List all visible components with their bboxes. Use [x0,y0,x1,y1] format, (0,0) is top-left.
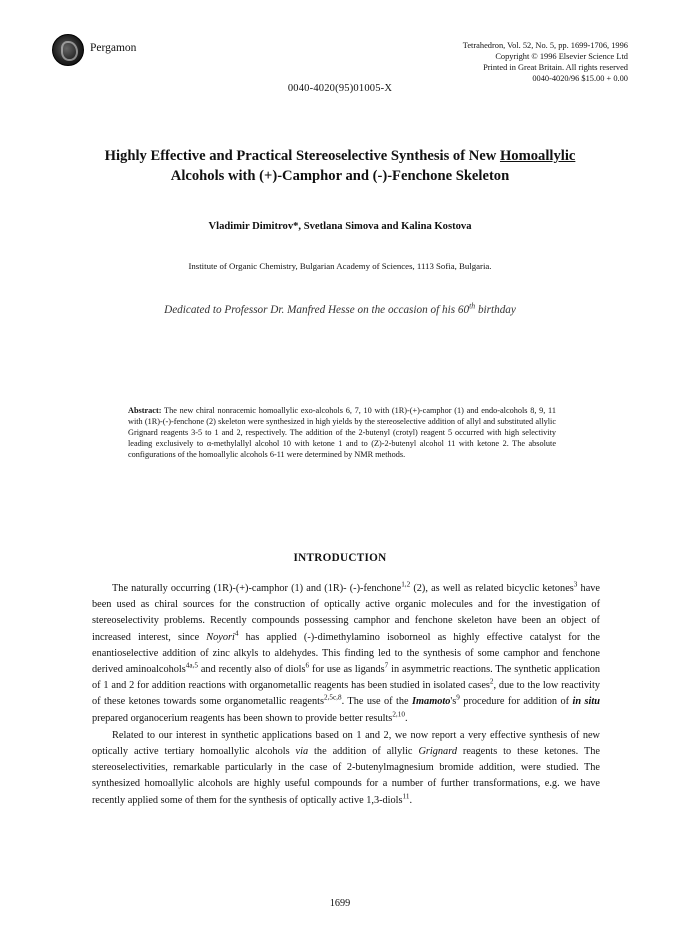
page-number: 1699 [329,898,351,909]
intro-paragraph-1: The naturally occurring (1R)-(+)-camphor (1) and (1R)- (-)-fenchone$^{1,2}$ (2), as well as related bicyclic ketones$^3$ have been used as chiral sources for the construction of optically active organic molecules and for the investigation of stereoselectivity problems. Recently compounds possessing camphor and fenchone skeleton have been an object of increased interest, since Noyori$^4$ has applied (-)-dimethylamino isoborneol as highly effective catalyst for the enantioselective addition of zinc alkyls to aldehydes. This finding led to the synthesis of some camphor and fenchone derived aminoalcohols$^{4a,5}$ and recently also of diols$^6$ for use as ligands$^7$ in asymmetric reactions. The synthetic application of 1 and 2 for addition reactions with organometallic reagents has been studied in isolated cases$^2$, due to the low reactivity of these ketones towards some organometallic reagents$^{2,5c,8}$. The use of the $Imamoto's^9$ procedure for addition of in situ prepared organocerium reagents has been shown to provide better results$^{2,10}$. [92,580,601,724]
publisher-name: Pergamon [90,42,137,54]
price-line: 0040-4020/96 $15.00 + 0.00 [532,74,628,83]
copyright-line: Copyright © 1996 Elsevier Science Ltd [495,52,628,61]
journal-info [463,40,628,84]
abstract [128,405,556,460]
publisher-logo [52,34,84,66]
author-list: Vladimir Dimitrov*, Svetlana Simova and Kalina Kostova [208,221,472,232]
paper-title [60,146,620,186]
title-underlined: Homoallylic [499,148,576,164]
dedication: Dedicated to Professor Dr. Manfred Hesse on the occasion of his 60th birthday [164,301,516,316]
doi-code: 0040-4020(95)01005-X [287,83,393,94]
printed-line: Printed in Great Britain. All rights reserved [483,63,628,72]
intro-paragraph-2: Related to our interest in synthetic applications based on 1 and 2, we now report a very effective synthesis of new optically active tertiary homoallylic alcohols via the addition of allylic Grignard reagents to these ketones. The stereoselectivities, remarkable particularly in the case of 2-butenylmagnesium bromide addition, were studied. The synthesized homoallylic alcohols are highly useful compounds for a number of further transformations, e.g. we have recently applied some of them for the synthesis of optically active 1,3-diols$^{11}$. [92,729,600,806]
journal-citation: Tetrahedron, Vol. 52, No. 5, pp. 1699-1706, 1996 [462,41,628,50]
title-line2: Alcohols with (+)-Camphor and (-)-Fenchone Skeleton [170,168,510,184]
abstract-text: The new chiral nonracemic homoallylic exo-alcohols 6, 7, 10 with (1R)-(+)-camphor (1) and endo-alcohols 8, 9, 11 with (1R)-(-)-fenchone (2) skeleton were synthesized in high yields by the stereoselective addition of allyl and substituted allylic Grignard reagents 3-5 to 1 and 2, respectively. The addition of the 2-butenyl (crotyl) reagent 5 occurred with high selectivity leading exclusively to α-methylallyl alcohol 10 with ketone 1 and to (Z)-2-butenyl alcohol 11 with ketone 2. The absolute configurations of the homoallylic alcohols 6-11 were determined by NMR methods. [128,406,556,460]
affiliation: Institute of Organic Chemistry, Bulgarian Academy of Sciences, 1113 Sofia, Bulgaria. [188,261,492,271]
abstract-label: Abstract: [128,406,162,415]
title-part1: Highly Effective and Practical Stereoselective Synthesis of New [104,148,500,164]
section-heading-introduction: INTRODUCTION [293,552,387,564]
introduction-body [92,581,600,809]
